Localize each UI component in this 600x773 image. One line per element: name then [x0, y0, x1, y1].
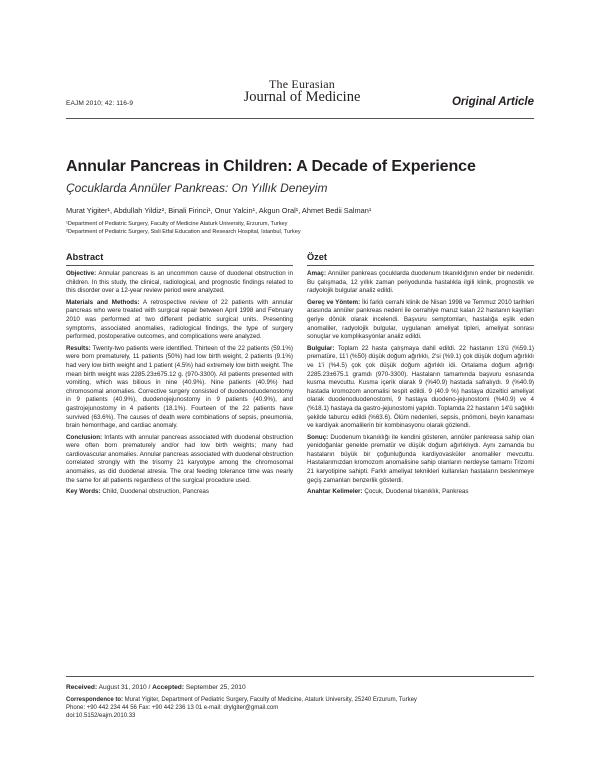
affiliation-2: ²Department of Pediatric Surgery, Sisli Etfal Education and Research Hospital, Istanbul, Turkey: [66, 229, 301, 235]
citation: EAJM 2010; 42: 116-9: [66, 100, 134, 107]
received-accepted: Received: August 31, 2010 / Accepted: September 25, 2010: [66, 684, 246, 691]
author-list: Murat Yigiter¹, Abdullah Yildiz², Binali Firinci¹, Onur Yalcin¹, Akgun Oral¹, Ahmet Bedii Salman¹: [66, 206, 372, 215]
footer-rule: [66, 676, 534, 677]
abstract-results: Results: Twenty-two patients were identified. Thirteen of the 22 patients (59.1%) were born prematurely, 11 patients (50%) had low birth weight, 2 patients (9.1%) had very low birth weight and 1 patient (4.5%) had extremely low birth weight. The mean birth weight was 2285.23±675.12 g. (970-3300). All patients presented with vomiting, which was bilious in nine (40.9%). Nine patients (40.9%) had chromosomal anomalies. Corrective surgery consisted of duodenoduodenostomy in 9 patients (40.9%), duodenojejunostomy in 9 patients (40.9%), and gastrojejunostomy in 4 patients (18.1%). Fourteen of the 22 patients have survived (63.6%). The causes of death were combinations of sepsis, pneumonia, brain hemorrhage, and cardiac anomaly.: [66, 344, 293, 430]
doi: doi:10.5152/eajm.2010.33: [66, 713, 136, 719]
journal-name-line1: The Eurasian: [268, 77, 336, 91]
ozet-gerec: Gereç ve Yöntem: İki farklı cerrahi klinik de Nisan 1998 ve Temmuz 2010 tarihleri arasında annüler pankreas nedeni ile cerrahiye maruz kalan 22 hastanın kayıtları geriye dönük olarak incelendi. Başvuru semptomları, hastalığa eşlik eden anomaliler, radyolojik bulgular, uygulanan ameliyat tipleri, ameliyat sonrası sonuçlar ve komplikasyonlar analiz edildi.: [307, 298, 534, 341]
ozet-anahtar: Anahtar Kelimeler: Çocuk, Duodenal tıkanıklık, Pankreas: [307, 488, 469, 496]
abstract-keywords: Key Words: Child, Duodenal obstruction, Pancreas: [66, 488, 210, 496]
ozet-bulgular: Bulgular: Toplam 22 hasta çalışmaya dahil edildi. 22 hastanın 13'ü (%59.1) prematüre, 11'i (%50) düşük doğum ağırlıklı, 2'si (%9.1) çok düşük doğum ağırlıklı ve 1'i (%4.5) çok çok düşük doğum ağırlıklı idi. Ortalama doğum ağırlığı 2285.23±675.1 gramdı (970-3300). Hastaların tamamında başvuru esnasında kusma mevcuttu. Kusma içerik olarak 9 (%40.9) hastada safralıydı. 9 (%40.9) hastada kromozom anomalisi tespit edildi. 9 (40.9 %) hastaya düzeltici ameliyat olarak duodenoduodenostomi, 9 hastaya duodeno-jejunostomi (%40.9) ve 4 (%18.1) hastaya da gastro-jejunostomi yapıldı. Toplamda 22 hastanın 14'ü sağlıklı şekilde taburcu edildi (%63.6). Ölüm nedenleri, sepsis, pnömoni, beyin kanaması ve kardiyak anomalilerin bir kombinasyonu olarak gözlendi.: [307, 344, 534, 430]
ozet-heading: Özet: [307, 252, 534, 266]
article-title: Annular Pancreas in Children: A Decade of Experience: [66, 158, 476, 175]
contact-info: Phone: +90 442 234 44 56 Fax: +90 442 236 13 01 e-mail: drylgiter@gmail.com: [66, 705, 279, 711]
abstract-column: [66, 252, 293, 500]
abstract-heading: Abstract: [66, 252, 293, 266]
journal-header: [66, 76, 534, 116]
journal-logo: [232, 78, 372, 105]
header-rule: [66, 118, 534, 119]
article-type: Original Article: [451, 96, 534, 108]
ozet-amac: Amaç: Annüler pankreas çocuklarda duodenum tıkanıklığının ender bir nedenidir. Bu çalışmada, 12 yıllık zaman periyodunda hastalıkla ilgili klinik, prognostik ve radyolojik bulgular analiz edildi.: [307, 270, 534, 295]
ozet-column: [307, 252, 534, 500]
journal-name-line2: Journal of Medicine: [243, 89, 361, 105]
affiliation-1: ¹Department of Pediatric Surgery, Faculty of Medicine Ataturk University, Erzurum, Turkey: [66, 221, 288, 227]
article-subtitle: Çocuklarda Annüler Pankreas: On Yıllık Deneyim: [66, 181, 328, 195]
correspondence: Correspondence to: Murat Yigiter, Department of Pediatric Surgery, Faculty of Medicine, Ataturk University, 25240 Erzurum, Turkey: [66, 697, 417, 703]
abstract-conclusion: Conclusion: Infants with annular pancreas associated with duodenal obstruction were often born prematurely and/or had low birth weights; many had cardiovascular anomalies. Annular pancreas associated with duodenal obstruction correlated strongly with the trisomy 21 karyotype among the chromosomal anomalies, as did duodenal atresia. The oral feeding tolerance time was nearly the same for all patients regardless of the surgical procedure used.: [66, 433, 293, 484]
abstract-methods: Materials and Methods: A retrospective review of 22 patients with annular pancreas who were treated with surgical repair between April 1998 and February 2010 was performed at two different pediatric surgical units. Presenting symptoms, associated anomalies, radiological findings, the type of surgery performed, postoperative outcomes, and complications were analyzed.: [66, 298, 293, 341]
ozet-sonuc: Sonuç: Duodenum tıkanıklığı ile kendini gösteren, annüler pankreasa sahip olan yenidoğanlar genelde prematür ve düşük doğum ağırlıklıydı. Aynı zamanda bu hastaların büyük bir çoğunluğunda kardiyovasküler anomaliler mevcuttu. Hastalarımızdan kromozom anomalisine sahip olanların nerdeyse tamamı Trizomi 21 karyotipine sahipti. Farklı ameliyat teknikleri kullanılan hastaların beslenmeye geçiş zamanları benzerlik gösterdi.: [307, 433, 534, 484]
abstract-objective: Objective: Annular pancreas is an uncommon cause of duodenal obstruction in children. In this study, the clinical, radiological, and prognostic findings related to this disorder over a 12-year review period were analyzed.: [66, 270, 293, 295]
